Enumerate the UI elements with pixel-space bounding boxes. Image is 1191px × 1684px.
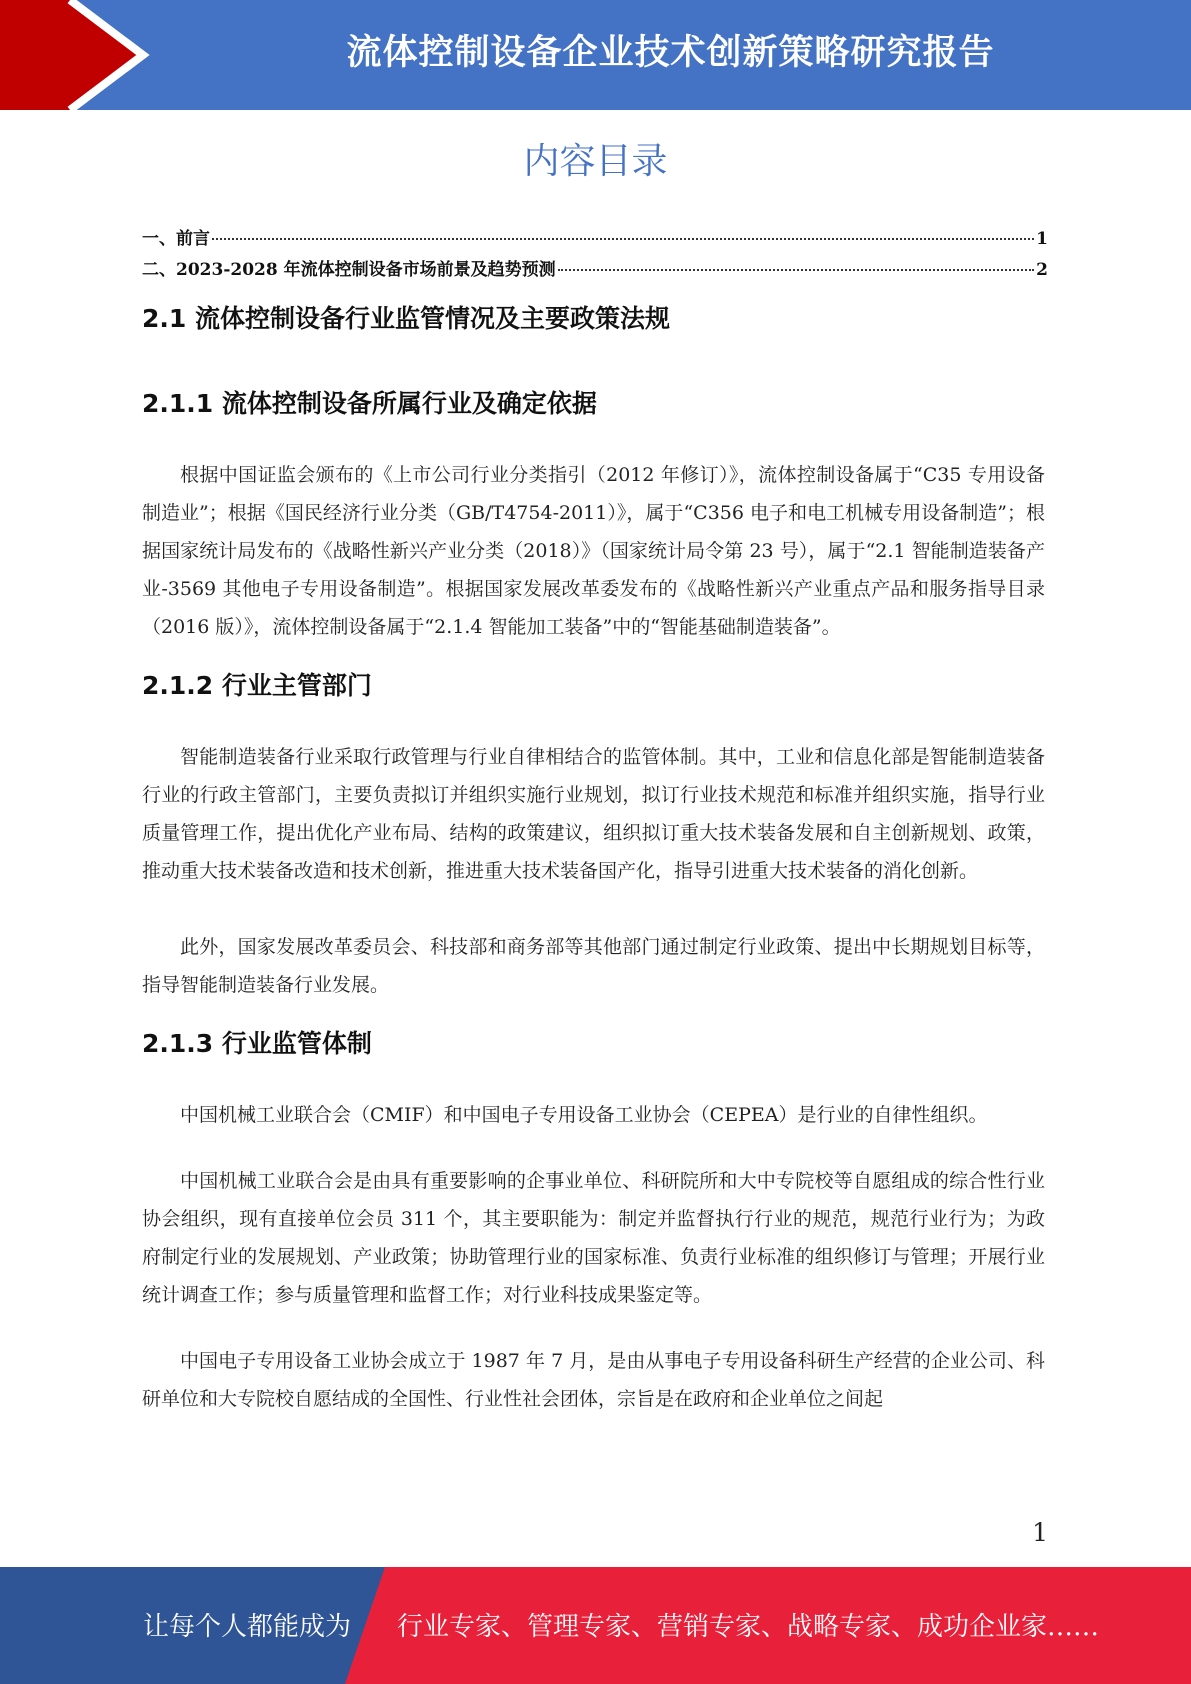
paragraph-other-departments: 此外，国家发展改革委员会、科技部和商务部等其他部门通过制定行业政策、提出中长期规划目标等，指导智能制造装备行业发展。 [142, 936, 1045, 996]
report-title: 流体控制设备企业技术创新策略研究报告 [346, 33, 995, 73]
toc-entry-page: 2 [1036, 260, 1048, 280]
page-header [0, 0, 1191, 110]
toc-entry[interactable] [142, 224, 1048, 255]
paragraph-cepea: 中国电子专用设备工业协会成立于 1987 年 7 月，是由从事电子专用设备科研生产经营的企业公司、科研单位和大专院校自愿结成的全国性、行业性社会团体，宗旨是在政府和企业单位之间起 [142, 1350, 1045, 1410]
toc-dot-leader [558, 269, 1035, 271]
section-heading-2-1: 2.1 流体控制设备行业监管情况及主要政策法规 [142, 304, 670, 333]
section-heading-2-1-1: 2.1.1 流体控制设备所属行业及确定依据 [142, 389, 597, 418]
footer-slogan-right: 行业专家、管理专家、营销专家、战略专家、成功企业家…… [397, 1612, 1100, 1642]
footer-slogan-left: 让每个人都能成为 [143, 1612, 352, 1642]
paragraph-cmif: 中国机械工业联合会是由具有重要影响的企事业单位、科研院所和大中专院校等自愿组成的综合性行业协会组织，现有直接单位会员 311 个，其主要职能为：制定并监督执行行业的规范，规范行业行为；为政府制定行业的发展规划、产业政策；协助管理行业的国家标准、负责行业标准的组织修订与管理；开展行业统计调查工作；参与质量管理和监督工作；对行业科技成果鉴定等。 [142, 1170, 1045, 1306]
toc-entry[interactable] [142, 255, 1048, 286]
paragraph-self-regulatory-orgs: 中国机械工业联合会（CMIF）和中国电子专用设备工业协会（CEPEA）是行业的自律性组织。 [180, 1104, 988, 1126]
toc-entry-page: 1 [1036, 229, 1048, 249]
paragraph-regulator: 智能制造装备行业采取行政管理与行业自律相结合的监管体制。其中，工业和信息化部是智能制造装备行业的行政主管部门，主要负责拟订并组织实施行业规划，拟订行业技术规范和标准并组织实施，指导行业质量管理工作，提出优化产业布局、结构的政策建议，组织拟订重大技术装备发展和自主创新规划、政策，推动重大技术装备改造和技术创新，推进重大技术装备国产化，指导引进重大技术装备的消化创新。 [142, 746, 1045, 882]
page-footer [0, 1567, 1191, 1684]
toc-entry-label: 二、2023-2028 年流体控制设备市场前景及趋势预测 [142, 260, 556, 280]
toc-dot-leader [212, 238, 1034, 240]
section-heading-2-1-3: 2.1.3 行业监管体制 [142, 1029, 372, 1058]
table-of-contents [142, 224, 1048, 286]
toc-entry-label: 一、前言 [142, 229, 210, 249]
toc-heading: 内容目录 [523, 141, 668, 182]
paragraph-industry-classification: 根据中国证监会颁布的《上市公司行业分类指引（2012 年修订）》，流体控制设备属于“C35 专用设备制造业”；根据《国民经济行业分类（GB/T4754-2011）》，属于“C356 电子和电工机械专用设备制造”；根据国家统计局发布的《战略性新兴产业分类（2018）》（国家统计局令第 23 号），属于“2.1 智能制造装备产业-3569 其他电子专用设备制造”。根据国家发展改革委发布的《战略性新兴产业重点产品和服务指导目录（2016 版）》，流体控制设备属于“2.1.4 智能加工装备”中的“智能基础制造装备”。 [142, 464, 1045, 638]
document-body [142, 298, 1045, 1418]
page-number: 1 [1032, 1518, 1048, 1547]
section-heading-2-1-2: 2.1.2 行业主管部门 [142, 671, 372, 700]
